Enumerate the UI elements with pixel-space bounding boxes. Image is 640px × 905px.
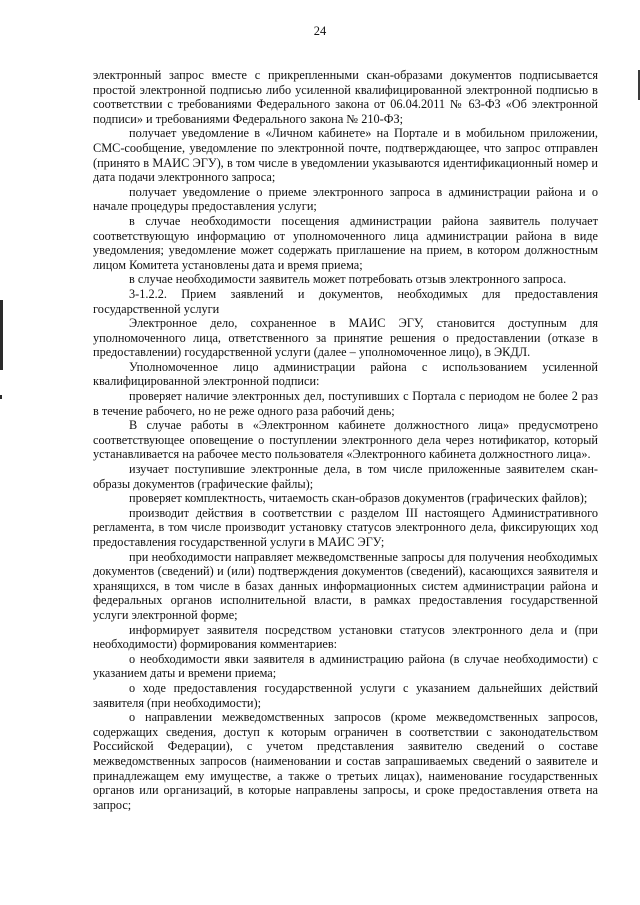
page-number: 24 xyxy=(313,24,327,38)
paragraph: при необходимости направляет межведомственные запросы для получения необходимых документов (сведений) и (или) подтверждения документов (сведений), касающихся заявителя и хранящихся, в том числе в базах данных информационных систем администрации района и федеральных органов исполнительной власти, в рамках предоставления государственной услуги электронной форме; xyxy=(93,549,598,622)
paragraph: о необходимости явки заявителя в администрацию района (в случае необходимости) с указанием даты и времени приема; xyxy=(93,651,598,681)
paragraph: получает уведомление о приеме электронного запроса в администрации района и о начале процедуры предоставления услуги; xyxy=(93,184,598,214)
paragraph: о ходе предоставления государственной услуги с указанием дальнейших действий заявителя (при необходимости); xyxy=(93,680,598,710)
paragraph: Уполномоченное лицо администрации района с использованием усиленной квалифицированной электронной подписи: xyxy=(93,359,598,389)
paragraph: в случае необходимости заявитель может потребовать отзыв электронного запроса. xyxy=(129,272,567,287)
paragraph: электронный запрос вместе с прикрепленными скан-образами документов подписывается простой электронной подписью либо усиленной квалифицированной электронной подписью в соответствии с требованиями Федерального закона от 06.04.2011 № 63-ФЗ «Об электронной подписи» и требованиями Федерального закона № 210-ФЗ; xyxy=(93,68,598,126)
paragraph: информирует заявителя посредством установки статусов электронного дела и (при необходимости) формирования комментариев: xyxy=(93,622,598,652)
section-heading: 3-1.2.2. Прием заявлений и документов, необходимых для предоставления государственной услуги xyxy=(93,286,598,316)
paragraph: Электронное дело, сохраненное в МАИС ЭГУ, становится доступным для уполномоченного лица, ответственного за принятие решения о предоставлении (отказе в предоставлении) государственной услуги (далее – уполномоченное лицо), в ЭКДЛ. xyxy=(93,316,598,360)
document-body xyxy=(93,68,598,812)
paragraph: изучает поступившие электронные дела, в том числе приложенные заявителем скан-образы документов (графические файлы); xyxy=(93,462,598,491)
paragraph: в случае необходимости посещения администрации района заявитель получает соответствующую информацию от уполномоченного лица администрации района в виде уведомления; уведомление может содержать приглашение на прием, в котором должностным лицом Комитета установлены дата и время приема; xyxy=(93,213,598,272)
paragraph: проверяет наличие электронных дел, поступивших с Портала с периодом не более 2 раз в течение рабочего, но не реже одного раза рабочий день; xyxy=(93,389,598,418)
paragraph: проверяет комплектность, читаемость скан-образов документов (графических файлов); xyxy=(129,491,588,506)
scan-edge-mark xyxy=(0,395,2,399)
paragraph: о направлении межведомственных запросов (кроме межведомственных запросов, содержащих сведения, доступ к которым ограничен в соответствии с законодательством Российской Федерации), с учетом представления заявителю сведений о составе межведомственных запросов (наименовании и состав запрашиваемых сведений о заявителе и принадлежащем ему имуществе, а также о третьих лицах), наименование государственных органов или организаций, в которые направлены запросы, и сроке предоставления ответа на запрос; xyxy=(93,710,598,812)
paragraph: получает уведомление в «Личном кабинете» на Портале и в мобильном приложении, СМС-сообщение, уведомление по электронной почте, подтверждающее, что запрос отправлен (принято в МАИС ЭГУ), в том числе в уведомлении указываются идентификационный номер и дата подачи электронного запроса; xyxy=(93,126,598,185)
scan-edge-mark xyxy=(0,300,3,370)
paragraph: производит действия в соответствии с разделом III настоящего Административного регламента, в том числе производит установку статусов электронного дела, фиксирующих ход предоставления государственной услуги в МАИС ЭГУ; xyxy=(93,505,598,549)
paragraph: В случае работы в «Электронном кабинете должностного лица» предусмотрено соответствующее оповещение о поступлении электронного дела через нотификатор, который устанавливается на рабочее место пользователя «Электронного кабинета должностного лица». xyxy=(93,418,598,462)
